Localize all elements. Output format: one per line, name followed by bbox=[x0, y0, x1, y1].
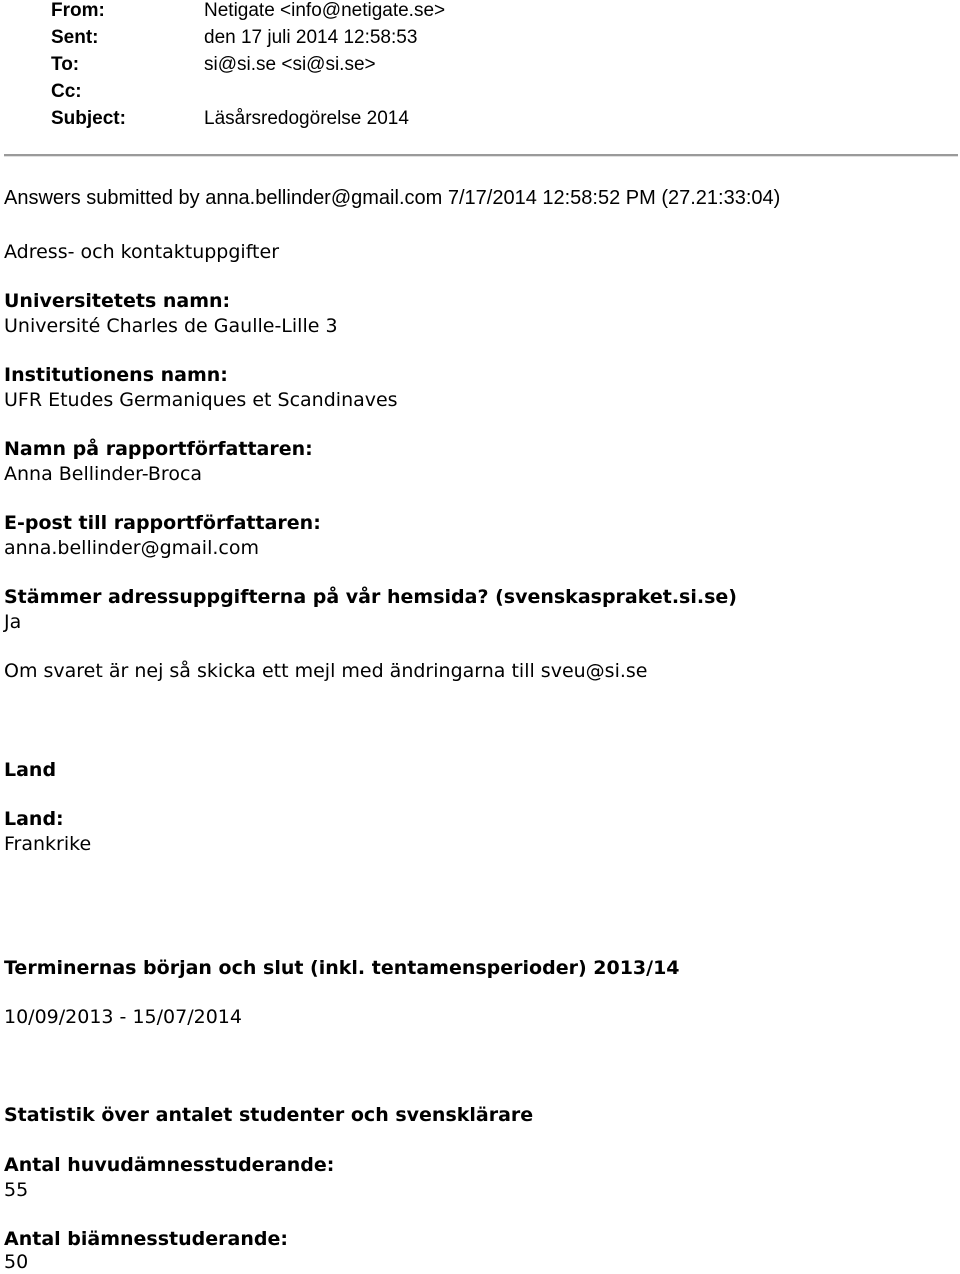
to-label: To: bbox=[51, 54, 80, 75]
section-country-heading: Land bbox=[4, 759, 57, 781]
section-terms-heading: Terminernas början och slut (inkl. tentamensperioder) 2013/14 bbox=[4, 957, 680, 979]
from-label: From: bbox=[51, 0, 105, 21]
to-value[interactable]: si@si.se <si@si.se> bbox=[204, 54, 376, 75]
sent-label: Sent: bbox=[51, 27, 99, 48]
submitted-line: Answers submitted by anna.bellinder@gmail.com 7/17/2014 12:58:52 PM (27.21:33:04) bbox=[4, 187, 781, 209]
sent-value: den 17 juli 2014 12:58:53 bbox=[204, 27, 418, 48]
institution-label: Institutionens namn: bbox=[4, 364, 228, 386]
address-check-value: Ja bbox=[4, 611, 22, 633]
minor-students-value: 50 bbox=[4, 1251, 29, 1273]
country-label: Land: bbox=[4, 808, 64, 830]
subject-label: Subject: bbox=[51, 108, 126, 129]
email-label: E-post till rapportförfattaren: bbox=[4, 512, 321, 534]
author-label: Namn på rapportförfattaren: bbox=[4, 438, 313, 460]
minor-students-label: Antal biämnesstuderande: bbox=[4, 1228, 288, 1250]
country-value: Frankrike bbox=[4, 833, 92, 855]
subject-value: Läsårsredogörelse 2014 bbox=[204, 108, 409, 129]
institution-value: UFR Etudes Germaniques et Scandinaves bbox=[4, 389, 398, 411]
address-check-label: Stämmer adressuppgifterna på vår hemsida? (svenskaspraket.si.se) bbox=[4, 586, 737, 608]
university-label: Universitetets namn: bbox=[4, 290, 231, 312]
terms-value: 10/09/2013 - 15/07/2014 bbox=[4, 1006, 242, 1028]
header-divider bbox=[4, 154, 958, 157]
cc-label: Cc: bbox=[51, 81, 82, 102]
section-address-heading: Adress- och kontaktuppgifter bbox=[4, 241, 279, 263]
from-value[interactable]: Netigate <info@netigate.se> bbox=[204, 0, 446, 21]
email-value[interactable]: anna.bellinder@gmail.com bbox=[4, 537, 259, 559]
section-stats-heading: Statistik över antalet studenter och svensklärare bbox=[4, 1104, 534, 1126]
author-value: Anna Bellinder-Broca bbox=[4, 463, 203, 485]
main-students-value: 55 bbox=[4, 1179, 29, 1201]
university-value: Université Charles de Gaulle-Lille 3 bbox=[4, 315, 338, 337]
main-students-label: Antal huvudämnesstuderande: bbox=[4, 1154, 335, 1176]
address-note: Om svaret är nej så skicka ett mejl med ändringarna till sveu@si.se bbox=[4, 660, 648, 682]
